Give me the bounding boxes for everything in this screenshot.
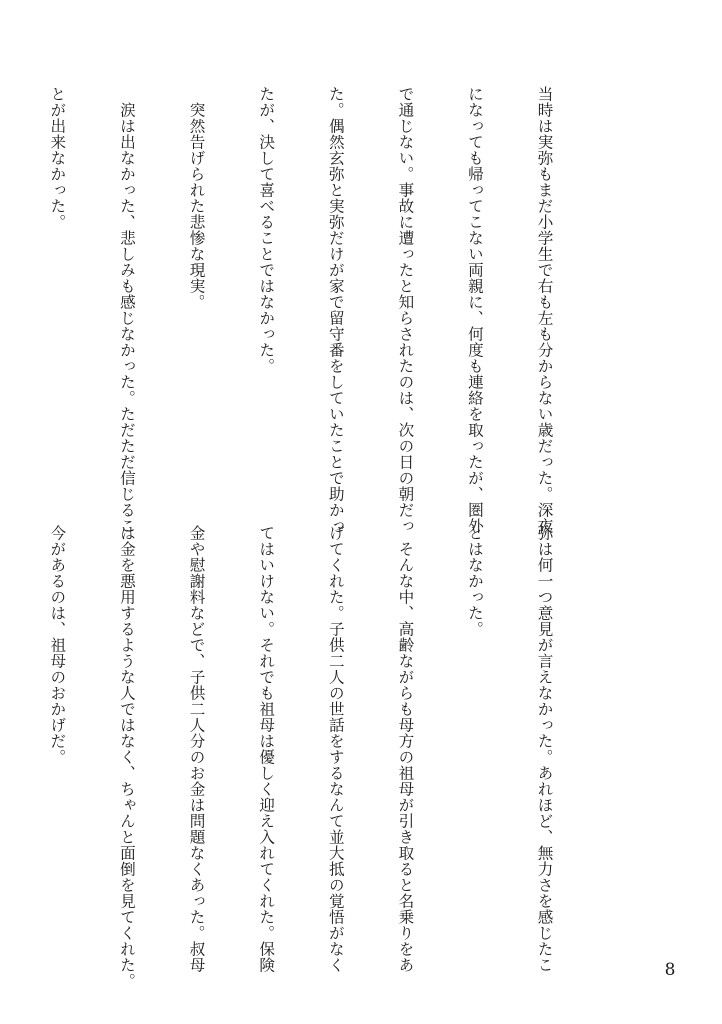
- text-line: げてくれた。子供二人の世話をするなんて並大抵の覚悟がなく: [326, 525, 345, 973]
- text-line: 弥は何一つ意見が言えなかった。あれほど、無力さを感じたこ: [535, 525, 554, 973]
- text-line: とはなかった。: [465, 525, 484, 637]
- text-line: 突然告げられた悲惨な現実。: [187, 86, 206, 310]
- text-block-upper: [0, 86, 602, 534]
- text-line: で通じない。事故に遭ったと知らされたのは、次の日の朝だっ: [396, 86, 415, 534]
- text-line: 当時は実弥もまだ小学生で右も左も分からない歳だった。深夜: [535, 86, 554, 534]
- text-line: た。偶然玄弥と実弥だけが家で留守番をしていたことで助かっ: [326, 86, 345, 534]
- text-line: てはいけない。それでも祖母は優しく迎え入れてくれた。保険: [257, 525, 276, 973]
- text-line: とが出来なかった。: [48, 86, 67, 230]
- text-line: そんな中、高齢ながらも母方の祖母が引き取ると名乗りをあ: [396, 525, 415, 973]
- text-line: は金を悪用するような人ではなく、ちゃんと面倒を見てくれた。: [117, 525, 136, 989]
- text-line: になっても帰ってこない両親に、何度も連絡を取ったが、圏外: [465, 86, 484, 534]
- text-block-lower: [0, 525, 602, 989]
- text-line: 涙は出なかった、悲しみも感じなかった。ただただ信じるこ: [117, 86, 136, 534]
- page-number: 8: [664, 960, 676, 980]
- text-line: 金や慰謝料などで、子供二人分のお金は問題なくあった。叔母: [187, 525, 206, 973]
- text-line: 今があるのは、祖母のおかげだ。: [48, 525, 67, 765]
- text-line: たが、決して喜べることではなかった。: [257, 86, 276, 374]
